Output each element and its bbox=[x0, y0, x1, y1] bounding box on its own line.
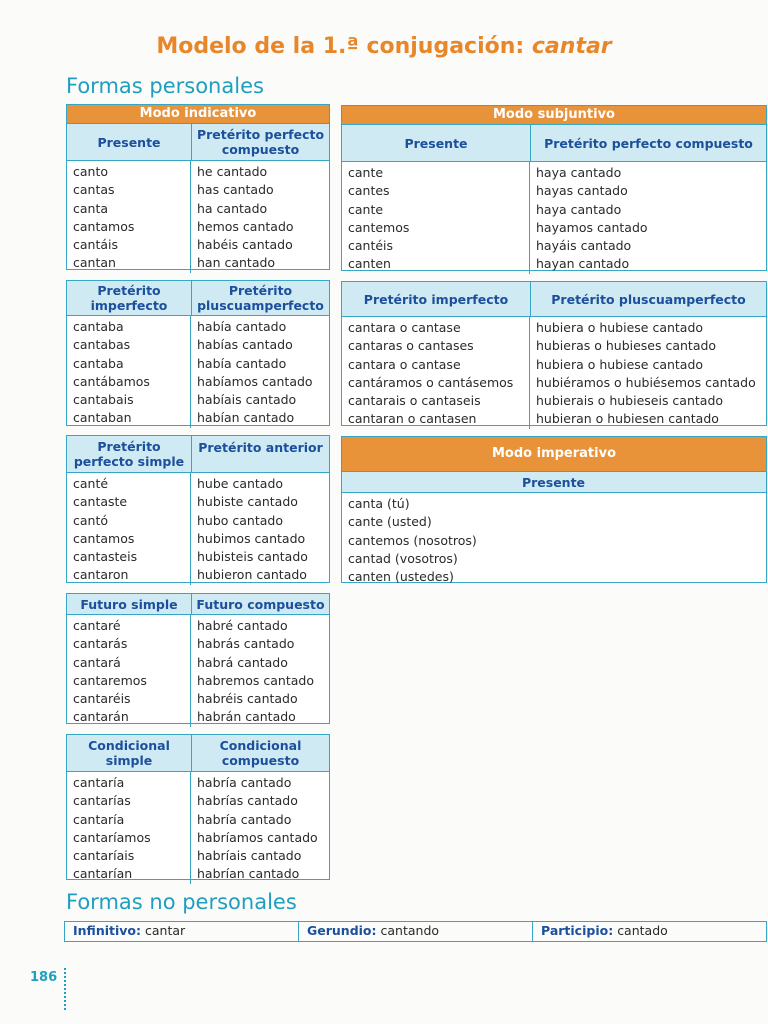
form-cell: hayamos cantado bbox=[536, 219, 648, 235]
form-cell: canta bbox=[73, 200, 109, 216]
form-cell: cante bbox=[348, 201, 384, 217]
form-cell: hubierais o hubieseis cantado bbox=[536, 393, 724, 409]
form-cell: canto bbox=[73, 164, 109, 179]
form-cell: habríamos cantado bbox=[197, 829, 318, 845]
form-cell: cantarás bbox=[73, 636, 128, 652]
form-cell: cantaréis bbox=[73, 691, 131, 707]
form-cell: había cantado bbox=[197, 355, 287, 371]
table-imperativo bbox=[341, 436, 767, 583]
form-cell: has cantado bbox=[197, 182, 274, 198]
participio-label: Participio: bbox=[541, 923, 614, 938]
form-cell: hayan cantado bbox=[536, 256, 630, 272]
form-cell: cantarías bbox=[73, 793, 131, 809]
col-simple-forms bbox=[342, 317, 530, 429]
form-cell: habré cantado bbox=[197, 618, 288, 633]
form-cell: cantes bbox=[348, 183, 390, 199]
title-verb: cantar bbox=[531, 34, 612, 59]
form-cell: cantarais o cantaseis bbox=[348, 393, 481, 409]
col-imperative-forms bbox=[342, 493, 765, 586]
form-cell: hubisteis cantado bbox=[197, 549, 308, 565]
col-compound-forms bbox=[191, 615, 328, 727]
form-cell: había cantado bbox=[197, 319, 287, 334]
col-header-presente: Presente bbox=[521, 474, 586, 490]
form-cell: cantáis bbox=[73, 237, 119, 253]
table-indicativo-imperfecto bbox=[66, 280, 330, 426]
col-header-condicional-compuesto: Condicional compuesto bbox=[219, 738, 302, 768]
form-cell: cantaríamos bbox=[73, 829, 151, 845]
form-cell: cantaremos bbox=[73, 672, 147, 688]
form-cell: habéis cantado bbox=[197, 237, 293, 253]
form-cell: cantamos bbox=[73, 218, 135, 234]
col-header-preterito-imperfecto: Pretérito imperfecto bbox=[67, 281, 192, 315]
form-cell: hubimos cantado bbox=[197, 530, 306, 546]
gerundio-value: cantando bbox=[380, 923, 440, 938]
col-simple-forms bbox=[342, 162, 530, 274]
form-cell: cantabas bbox=[73, 337, 131, 353]
infinitivo-label: Infinitivo: bbox=[73, 923, 141, 938]
form-cell: canten bbox=[348, 256, 391, 272]
cell-infinitivo bbox=[65, 922, 299, 941]
form-cell: hubiera o hubiese cantado bbox=[536, 356, 704, 372]
mode-header-indicativo: Modo indicativo bbox=[67, 105, 329, 124]
form-cell: habíais cantado bbox=[197, 392, 297, 408]
col-compound-forms bbox=[530, 317, 765, 429]
form-cell: cantemos (nosotros) bbox=[348, 532, 477, 548]
col-compound-forms bbox=[191, 772, 328, 884]
col-header-perfecto-simple: Pretérito perfecto simple bbox=[67, 436, 192, 472]
col-header-perfecto-compuesto: Pretérito perfecto compuesto bbox=[196, 127, 325, 157]
gerundio-label: Gerundio: bbox=[307, 923, 377, 938]
form-cell: hubiste cantado bbox=[197, 494, 298, 510]
section-personal-forms: Formas personales bbox=[66, 74, 264, 98]
table-indicativo-futuro bbox=[66, 593, 330, 724]
col-simple-forms bbox=[67, 473, 191, 585]
form-cell: cante bbox=[348, 165, 384, 180]
form-cell: haya cantado bbox=[536, 165, 622, 180]
form-cell: cantara o cantase bbox=[348, 356, 461, 372]
table-subjuntivo-imperfecto bbox=[341, 281, 767, 426]
col-header-preterito-imperfecto: Pretérito imperfecto bbox=[342, 282, 531, 316]
participio-value: cantado bbox=[617, 923, 668, 938]
form-cell: cantan bbox=[73, 255, 116, 271]
form-cell: hubiera o hubiese cantado bbox=[536, 320, 704, 335]
col-compound-forms bbox=[530, 162, 765, 274]
form-cell: hubieron cantado bbox=[197, 567, 307, 583]
mode-header-subjuntivo: Modo subjuntivo bbox=[342, 106, 766, 125]
page-number-divider bbox=[64, 968, 68, 1010]
cell-gerundio bbox=[299, 922, 533, 941]
form-cell: han cantado bbox=[197, 255, 276, 271]
form-cell: cantábamos bbox=[73, 373, 150, 389]
form-cell: cantaría bbox=[73, 811, 125, 827]
table-indicativo-presente bbox=[66, 104, 330, 270]
form-cell: hubo cantado bbox=[197, 512, 283, 528]
table-subjuntivo-presente bbox=[341, 105, 767, 271]
form-cell: cantaras o cantases bbox=[348, 338, 474, 354]
form-cell: cantaban bbox=[73, 410, 132, 426]
form-cell: hubieras o hubieses cantado bbox=[536, 338, 717, 354]
form-cell: cantaría bbox=[73, 775, 125, 790]
col-header-presente: Presente bbox=[342, 125, 531, 161]
form-cell: haya cantado bbox=[536, 201, 622, 217]
form-cell: cantaba bbox=[73, 355, 124, 371]
form-cell: cantaran o cantasen bbox=[348, 411, 477, 427]
mode-header-imperativo: Modo imperativo bbox=[342, 437, 766, 472]
form-cell: canté bbox=[73, 476, 109, 491]
form-cell: cantasteis bbox=[73, 549, 138, 565]
form-cell: habías cantado bbox=[197, 337, 293, 353]
form-cell: habría cantado bbox=[197, 811, 292, 827]
form-cell: habrían cantado bbox=[197, 866, 300, 882]
form-cell: cantabais bbox=[73, 392, 134, 408]
form-cell: habréis cantado bbox=[197, 691, 298, 707]
form-cell: hubieran o hubiesen cantado bbox=[536, 411, 719, 427]
table-indicativo-condicional bbox=[66, 734, 330, 880]
form-cell: cantas bbox=[73, 182, 115, 198]
form-cell: he cantado bbox=[197, 164, 268, 179]
form-cell: cantamos bbox=[73, 530, 135, 546]
col-header-perfecto-compuesto: Pretérito perfecto compuesto bbox=[544, 135, 753, 151]
col-simple-forms bbox=[67, 161, 191, 273]
form-cell: cantad (vosotros) bbox=[348, 550, 458, 566]
col-header-presente: Presente bbox=[67, 124, 192, 160]
col-simple-forms bbox=[67, 615, 191, 727]
form-cell: cantaste bbox=[73, 494, 128, 510]
form-cell: cantáramos o cantásemos bbox=[348, 374, 514, 390]
form-cell: habría cantado bbox=[197, 775, 292, 790]
form-cell: habrías cantado bbox=[197, 793, 298, 809]
form-cell: cantará bbox=[73, 654, 121, 670]
form-cell: cantemos bbox=[348, 219, 410, 235]
form-cell: hayáis cantado bbox=[536, 238, 632, 254]
form-cell: habíamos cantado bbox=[197, 373, 313, 389]
form-cell: hayas cantado bbox=[536, 183, 628, 199]
col-compound-forms bbox=[191, 316, 328, 428]
form-cell: cantaríais bbox=[73, 848, 135, 864]
form-cell: cantaba bbox=[73, 319, 124, 334]
table-indicativo-perfecto-simple bbox=[66, 435, 330, 583]
form-cell: hemos cantado bbox=[197, 218, 294, 234]
page-number: 186 bbox=[30, 970, 58, 985]
form-cell: cantó bbox=[73, 512, 109, 528]
form-cell: cantaré bbox=[73, 618, 121, 633]
col-header-futuro-compuesto: Futuro compuesto bbox=[196, 596, 325, 612]
form-cell: cante (usted) bbox=[348, 514, 432, 530]
form-cell: cantéis bbox=[348, 238, 394, 254]
cell-participio bbox=[533, 922, 765, 941]
col-header-pluscuamperfecto: Pretérito pluscuamperfecto bbox=[551, 291, 746, 307]
form-cell: cantarán bbox=[73, 709, 129, 725]
form-cell: ha cantado bbox=[197, 200, 268, 216]
infinitivo-value: cantar bbox=[144, 923, 186, 938]
form-cell: cantarían bbox=[73, 866, 133, 882]
col-header-futuro-simple: Futuro simple bbox=[67, 594, 192, 614]
col-simple-forms bbox=[67, 772, 191, 884]
form-cell: hubiéramos o hubiésemos cantado bbox=[536, 374, 756, 390]
col-compound-forms bbox=[191, 161, 328, 273]
col-header-condicional-simple: Condicional simple bbox=[67, 735, 192, 771]
form-cell: canta (tú) bbox=[348, 496, 410, 511]
form-cell: cantaron bbox=[73, 567, 129, 583]
col-header-preterito-anterior: Pretérito anterior bbox=[198, 440, 323, 455]
title-main: Modelo de la 1.ª conjugación: bbox=[156, 34, 525, 59]
form-cell: habrán cantado bbox=[197, 709, 296, 725]
form-cell: habrá cantado bbox=[197, 654, 288, 670]
form-cell: canten (ustedes) bbox=[348, 569, 454, 585]
form-cell: habían cantado bbox=[197, 410, 295, 426]
form-cell: habrás cantado bbox=[197, 636, 295, 652]
section-nonpersonal-forms: Formas no personales bbox=[66, 890, 297, 914]
form-cell: hube cantado bbox=[197, 476, 284, 491]
form-cell: habremos cantado bbox=[197, 672, 314, 688]
form-cell: cantara o cantase bbox=[348, 320, 461, 335]
col-header-pluscuamperfecto: Pretérito pluscuamperfecto bbox=[197, 283, 324, 313]
col-compound-forms bbox=[191, 473, 328, 585]
col-simple-forms bbox=[67, 316, 191, 428]
table-no-personales bbox=[64, 921, 767, 942]
page-title bbox=[0, 34, 768, 59]
form-cell: habríais cantado bbox=[197, 848, 302, 864]
